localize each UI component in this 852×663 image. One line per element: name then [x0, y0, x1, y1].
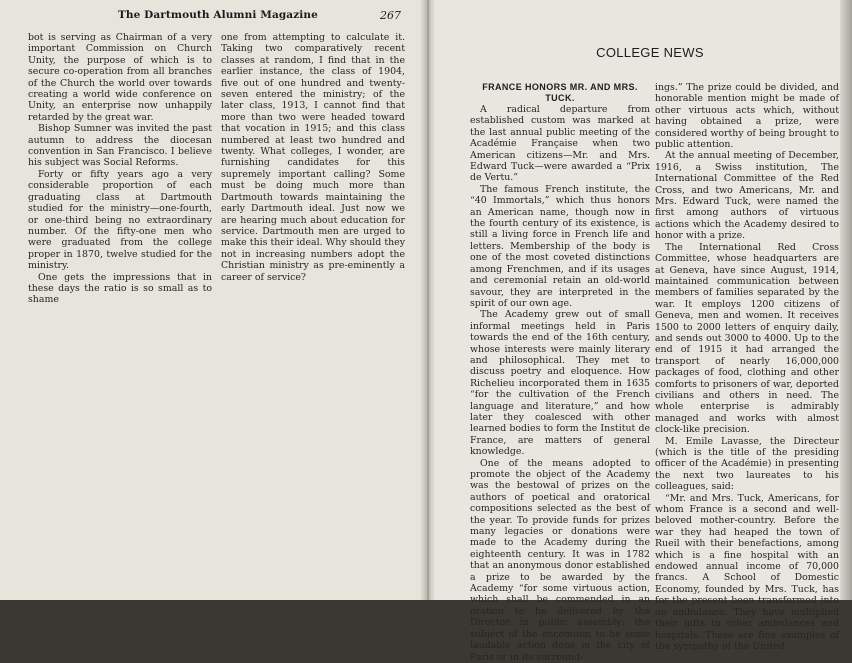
paragraph: The famous French institute, the “40 Immortals,” which thus honors an American name, though now in the fourth century of its existence, is still a living force in French life and letters. Membership of the body is one of the most coveted distinctions among Frenchmen, and if its usages and ceremonial retain an old-world savour, they are interpreted in the spirit of our own age.	[470, 183, 650, 309]
right-column-1	[470, 104, 650, 663]
paragraph: The International Red Cross Committee, whose headquarters are at Geneva, have since August, 1914, maintained communication between members of families separated by the war. It employs 1200 citizens of Geneva, men and women. It receives 1500 to 2000 letters of enquiry daily, and sends out 3000 to 4000. Up to the end of 1915 it had arranged the transport of nearly 16,000,000 packages of food, clothing and other comforts to prisoners of war, deported civilians and others in need. The whole enterprise is admirably managed and works with almost clock-like precision.	[655, 241, 839, 436]
article-title: FRANCE HONORS MR. AND MRS. TUCK.	[482, 82, 638, 103]
paragraph: One gets the impressions that in these days the ratio is so small as to shame	[28, 271, 212, 306]
paragraph: A radical departure from established custom was marked at the last annual public meeting of the Académie Française when two American citizens—Mr. and Mrs. Edward Tuck—were awarded a “Prix de Vertu.”	[470, 104, 650, 184]
section-title: COLLEGE NEWS	[596, 45, 704, 60]
page-number: 267	[380, 9, 401, 22]
paragraph: ings.” The prize could be divided, and honorable mention might be made of other virtuous acts which, without having obtained a prize, were considered worthy of being brought to public attention.	[655, 82, 839, 151]
paragraph: Bishop Sumner was invited the past autumn to address the diocesan convention in San Francisco. I believe his subject was Social Reforms.	[28, 123, 212, 169]
paragraph: one from attempting to calculate it. Taking two comparatively recent classes at random, I find that in the earlier instance, the class of 1904, five out of one hundred and twenty-seven entered the ministry; of the later class, 1913, I cannot find that more than two were headed toward that vocation in 1915; and this class numbered at least two hundred and twenty. What colleges, I wonder, are furnishing candidates for this supremely important calling? Some must be doing much more than Dartmouth towards maintaining the early Dartmouth ideal. Just now we are hearing much about education for service. Dartmouth men are urged to make this their ideal. Why should they not in increasing numbers adopt the Christian ministry as pre-eminently a career of service?	[221, 32, 405, 283]
paragraph: The Academy grew out of small informal meetings held in Paris towards the end of the 16th century, whose interests were mainly literary and philosophical. They met to discuss poetry and eloquence. How Richelieu incorporated them in 1635 “for the cultivation of the French language and literature,” and how later they coalesced with other learned bodies to form the Institut de France, are matters of general knowledge.	[470, 309, 650, 458]
running-head: The Dartmouth Alumni Magazine	[118, 9, 318, 21]
paragraph: bot is serving as Chairman of a very important Commission on Church Unity, the purpose of which is to secure co-operation from all branches of the Church the world over towards creating a world wide conference on Unity, an enterprise now unhappily retarded by the great war.	[28, 32, 212, 123]
paragraph: Forty or fifty years ago a very considerable proportion of each graduating class at Dartmouth studied for the ministry—one-fourth, or one-third being no extraordinary number. Of the fifty-one men who were graduated from the college proper in 1870, twelve studied for the ministry.	[28, 168, 212, 272]
right-column-2	[655, 82, 839, 652]
paragraph: One of the means adopted to promote the object of the Academy was the bestowal of prizes on the authors of poetical and oratorical compositions selected as the best of the year. To provide funds for prizes many legacies or donations were made to the Academy during the eighteenth century. It was in 1782 that an anonymous donor established a prize to be awarded by the Academy “for some virtuous action, which shall be commended in an oration to be delivered by the Director in public assembly; the subject of the encomium to be some laudable action done in the city of Paris or in its surround-	[470, 457, 650, 663]
paragraph: At the annual meeting of December, 1916, a Swiss institution, The International Committee of the Red Cross, and two Americans, Mr. and Mrs. Edward Tuck, were named the first among authors of virtuous actions which the Academy desired to honor with a prize.	[655, 150, 839, 242]
page-edge	[840, 0, 852, 600]
paragraph: “Mr. and Mrs. Tuck, Americans, for whom France is a second and well-beloved mother-country. Before the war they had heaped the town of Rueil with their benefactions, among which is a fine hospital with an endowed annual income of 70,000 francs. A School of Domestic Economy, founded by Mrs. Tuck, has for the present been transformed into an ambulance. They have multiplied their gifts to other ambulances and hospitals. These are fine examples of the sympathy of the United	[655, 492, 839, 652]
paragraph: M. Emile Lavasse, the Directeur (which is the title of the presiding officer of the Académie) in presenting the next two laureates to his colleagues, said:	[655, 435, 839, 493]
